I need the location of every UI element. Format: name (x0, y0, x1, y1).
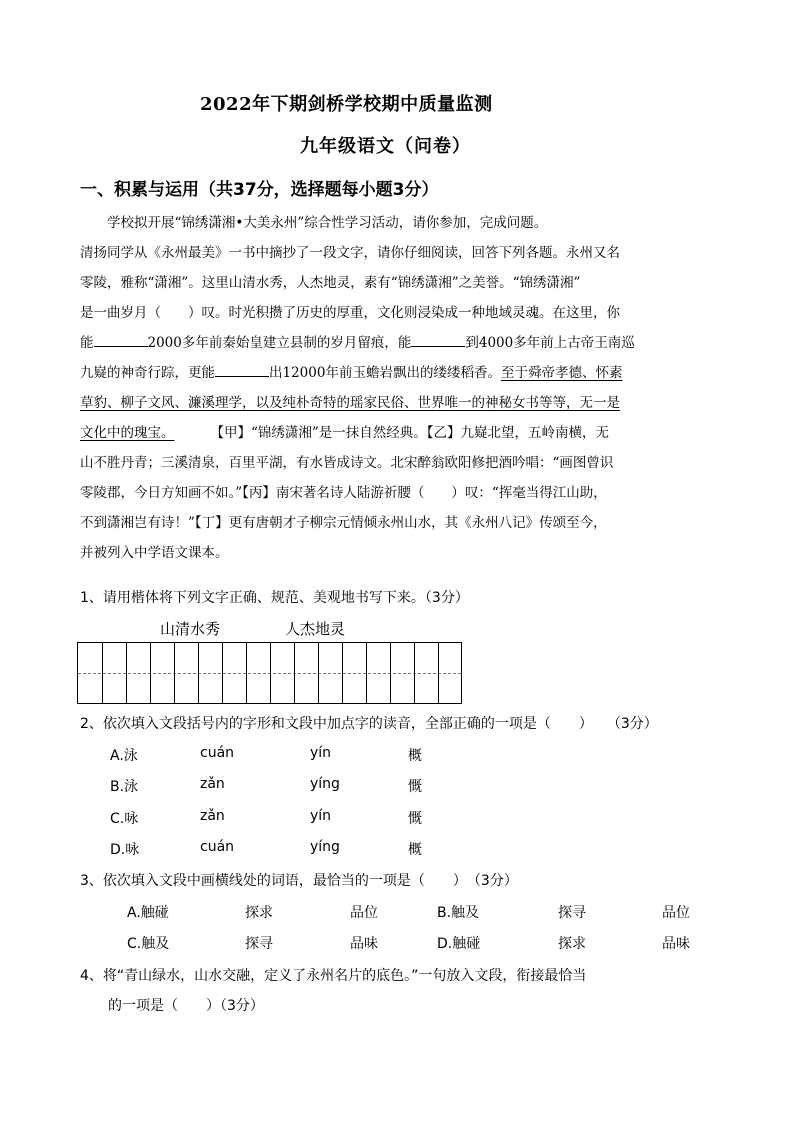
text-span: 2000多年前秦始皇建立县制的岁月留痕，能 (147, 335, 412, 351)
grid-line (414, 643, 415, 703)
q2-option-b-pinyin-2: yíng (310, 776, 340, 792)
grid-line (246, 643, 247, 703)
reading-passage (80, 208, 720, 568)
grid-line (390, 643, 391, 703)
q2-option-d-pinyin-1: cuán (200, 839, 235, 855)
q2-option-c-pinyin-2: yín (310, 808, 332, 824)
q2-option-d-pinyin-2: yíng (310, 839, 340, 855)
q2-option-d-char: 概 (408, 842, 422, 858)
q3-option-b-word-3: 品位 (662, 905, 690, 921)
grid-line (150, 643, 151, 703)
q3-option-a-word-3: 品位 (350, 905, 378, 921)
q2-option-b-pinyin-1: zǎn (200, 776, 225, 792)
passage-intro: 学校拟开展“锦绣潇湘•大美永州”综合性学习活动，请你参加，完成问题。 (107, 215, 548, 231)
underlined-sentence: 至于舜帝孝德、怀素 (500, 365, 623, 381)
exam-subtitle: 九年级语文（问卷） (300, 136, 471, 157)
passage-line (80, 388, 720, 418)
passage-line: 清扬同学从《永州最美》一书中摘抄了一段文字，请你仔细阅读，回答下列各题。永州又名 (80, 245, 620, 261)
underlined-sentence: 草豹、柳子文风、濂溪理学，以及纯朴奇特的瑶家民俗、世界唯一的神秘女书等等，无一是 (80, 395, 620, 411)
copy-word-2: 人杰地灵 (285, 620, 346, 638)
q2-option-d[interactable]: D.咏 (110, 842, 140, 858)
passage-line: 山不胜丹青；三溪清泉，百里平湖，有水皆成诗文。北宋醉翁欧阳修把酒吟唱：“画图曾识 (80, 455, 614, 471)
q3-option-d[interactable]: D.触碰 (437, 936, 481, 952)
passage-line (80, 328, 720, 358)
text-span: 九嶷的神奇行踪，更能 (80, 365, 215, 381)
question-4: 4、将“青山绿水，山水交融，定义了永州名片的底色。”一句放入文段，衔接最恰当 (80, 968, 587, 984)
q3-option-c-word-2: 探寻 (245, 936, 273, 952)
grid-line (342, 643, 343, 703)
q2-option-a-pinyin-2: yín (310, 745, 332, 761)
grid-line (270, 643, 271, 703)
grid-line (102, 643, 103, 703)
q3-option-b[interactable]: B.触及 (437, 905, 480, 921)
q3-option-a-word-2: 探求 (245, 905, 273, 921)
passage-line: 零陵郡，今日方知画不如。”【丙】南宋著名诗人陆游祈腰（ ）叹：“挥毫当得江山助， (80, 485, 607, 501)
grid-line (366, 643, 367, 703)
q3-option-a[interactable]: A.触碰 (127, 905, 169, 921)
text-span: 【甲】“锦绣潇湘”是一抹自然经典。【乙】九嶷北望，五岭南横，无 (210, 425, 610, 441)
q2-option-b[interactable]: B.泳 (110, 779, 139, 795)
q2-option-a[interactable]: A.泳 (110, 748, 138, 764)
passage-line: 不到潇湘岂有诗！”【丁】更有唐朝才子柳宗元情倾永州山水，其《永州八记》传颂至今， (80, 515, 607, 531)
text-span: 能 (80, 335, 94, 351)
grid-line (318, 643, 319, 703)
fill-blank[interactable] (94, 332, 148, 347)
grid-line (126, 643, 127, 703)
question-4-cont: 的一项是（ ）（3分） (108, 998, 264, 1014)
grid-line (438, 643, 439, 703)
q3-option-d-word-3: 品味 (662, 936, 690, 952)
text-span: 出12000年前玉蟾岩飘出的缕缕稻香。 (269, 365, 501, 381)
section-heading: 一、积累与运用（共37分，选择题每小题3分） (80, 180, 439, 200)
q3-option-c-word-3: 品味 (350, 936, 378, 952)
copy-word-1: 山清水秀 (160, 620, 221, 638)
question-2: 2、依次填入文段括号内的字形和文段中加点字的读音，全部正确的一项是（ ） （3分） (80, 716, 658, 732)
q3-option-d-word-2: 探求 (558, 936, 586, 952)
q2-option-c[interactable]: C.咏 (110, 811, 139, 827)
passage-line (80, 358, 720, 388)
q2-option-c-pinyin-1: zǎn (200, 808, 225, 824)
passage-line (80, 418, 720, 448)
q2-option-b-char: 慨 (408, 779, 422, 795)
text-span: 到4000多年前上古帝王南巡 (465, 335, 635, 351)
passage-line: 是一曲岁月（ ）叹。时光积攒了历史的厚重，文化则浸染成一种地域灵魂。在这里，你 (80, 305, 620, 321)
fill-blank[interactable] (215, 362, 269, 377)
fill-blank[interactable] (411, 332, 465, 347)
q2-option-c-char: 慨 (408, 811, 422, 827)
grid-line (294, 643, 295, 703)
question-3: 3、依次填入文段中画横线处的词语，最恰当的一项是（ ） （3分） (80, 873, 518, 889)
passage-line: 零陵，雅称“潇湘”。这里山清水秀，人杰地灵，素有“锦绣潇湘”之美誉。“锦绣潇湘” (80, 275, 581, 291)
q2-option-a-pinyin-1: cuán (200, 745, 235, 761)
q3-option-c[interactable]: C.触及 (127, 936, 170, 952)
exam-title: 2022年下期剑桥学校期中质量监测 (200, 94, 493, 115)
grid-line (174, 643, 175, 703)
underlined-sentence: 文化中的瑰宝。 (80, 425, 175, 441)
q3-option-b-word-2: 探寻 (558, 905, 586, 921)
writing-grid[interactable] (77, 642, 462, 704)
grid-line (222, 643, 223, 703)
question-1: 1、请用楷体将下列文字正确、规范、美观地书写下来。（3分） (80, 590, 469, 606)
passage-line: 并被列入中学语文课本。 (80, 545, 229, 561)
grid-line (198, 643, 199, 703)
q2-option-a-char: 概 (408, 748, 422, 764)
